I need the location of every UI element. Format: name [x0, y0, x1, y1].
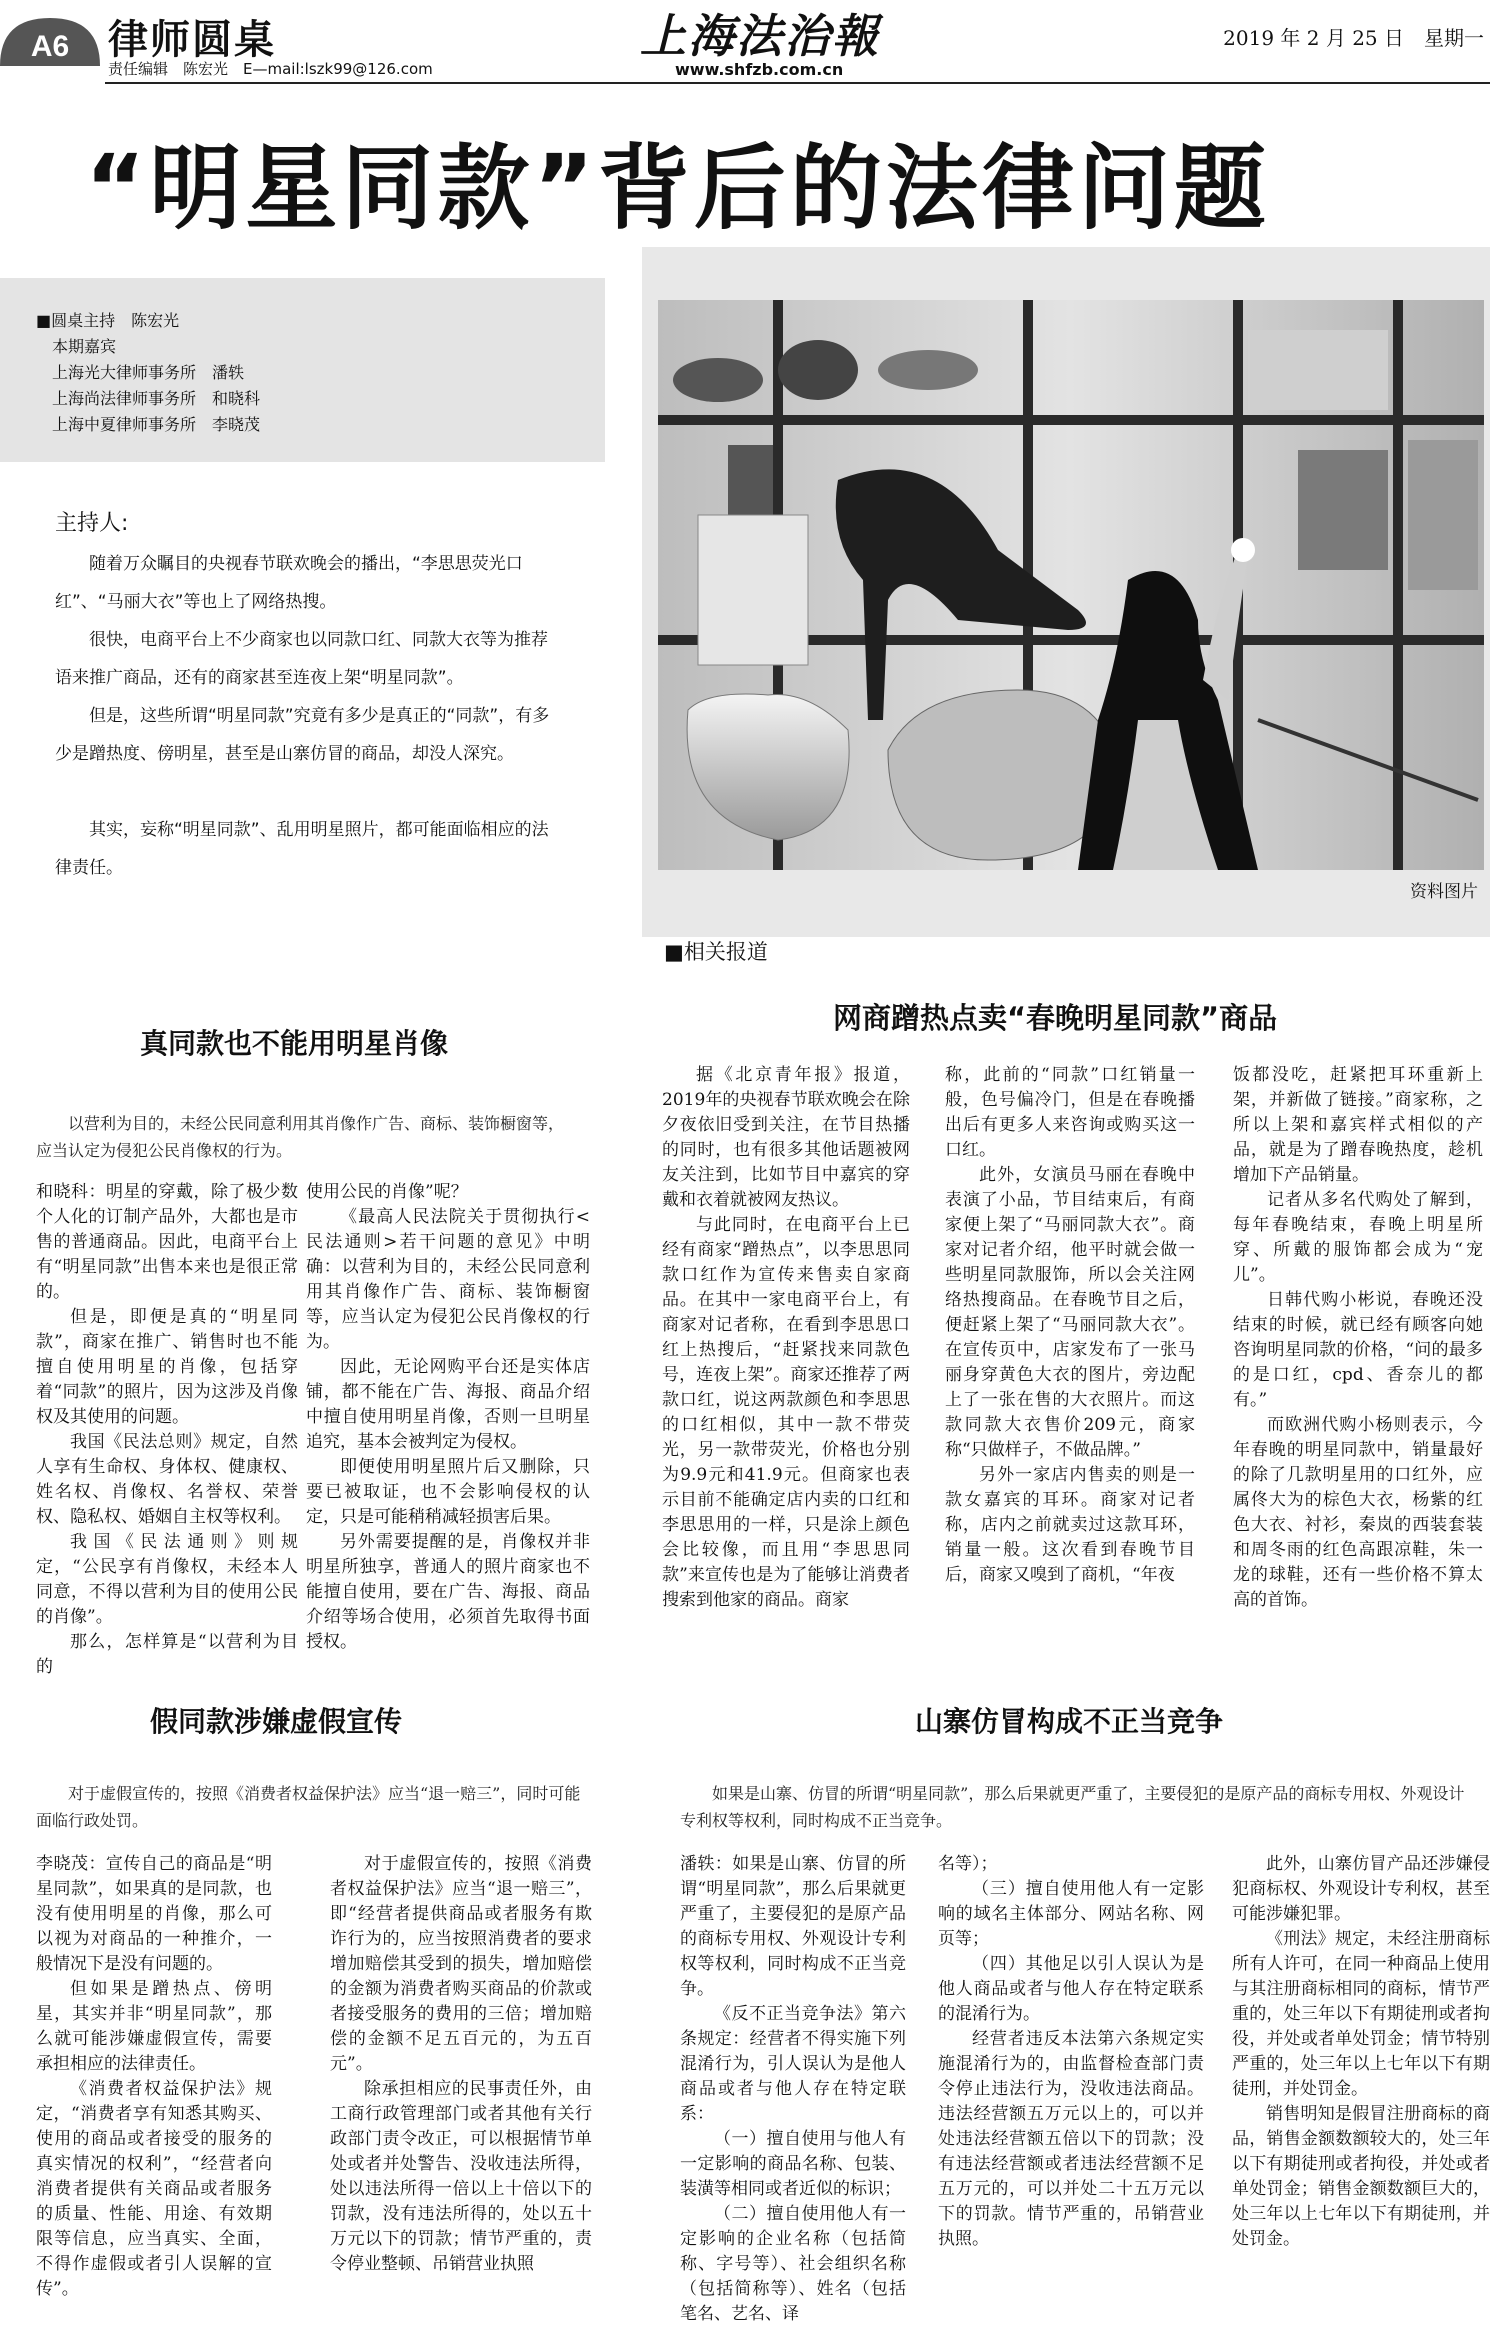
paragraph: 那么，怎样算是“以营利为目的 — [36, 1632, 298, 1677]
paragraph: 但如果是蹭热点、傍明星，其实并非“明星同款”，那么就可能涉嫌虚假宣传，需要承担相应的法律责任。 — [36, 1979, 272, 2074]
paragraph: 名等）； — [938, 1854, 998, 1874]
intro-paragraph: 其实，妄称“明星同款”、乱用明星照片，都可能面临相应的法律责任。 — [55, 820, 549, 878]
section3-column — [680, 1852, 906, 2327]
related-column — [945, 1063, 1195, 1588]
paragraph: （四）其他足以引人误认为是他人商品或者与他人存在特定联系的混淆行为。 — [938, 1954, 1204, 2024]
related-title: 网商蹭热点卖“春晚明星同款”商品 — [833, 1001, 1278, 1035]
host-line: ■圆桌主持 陈宏光 — [36, 311, 180, 330]
page-number: A6 — [30, 30, 70, 63]
section1-title: 真同款也不能用明星肖像 — [140, 1027, 449, 1060]
paragraph: 另外需要提醒的是，肖像权并非明星所独享，普通人的照片商家也不能擅自使用，要在广告、海报、商品介绍等场合使用，必须首先取得书面授权。 — [306, 1532, 590, 1652]
paragraph: 除承担相应的民事责任外，由工商行政管理部门或者其他有关行政部门责令改正，可以根据情节单处或者并处警告、没收违法所得，处以违法所得一倍以上十倍以下的罚款，没有违法所得的，处以五十万元以下的罚款；情节严重的，责令停业整顿、吊销营业执照 — [330, 2079, 592, 2274]
paragraph: 因此，无论网购平台还是实体店铺，都不能在广告、海报、商品介绍中擅自使用明星肖像，否则一旦明星追究，基本会被判定为侵权。 — [306, 1357, 590, 1452]
paragraph: 与此同时，在电商平台上已经有商家“蹭热点”，以李思思同款口红作为宣传来售卖自家商品。在其中一家电商平台上，有商家对记者称，在看到李思思口红上热搜后，“赶紧找来同款色号，连夜上架”。商家还推荐了两款口红，说这两款颜色和李思思的口红相似，其中一款不带荧光，另一款带荧光，价格也分别为9.9元和41.9元。但商家也表示目前不能确定店内卖的口红和李思思用的一样，只是涂上颜色会比较像，而且用“李思思同款”来宣传也是为了能够让消费者搜索到他家的商品。商家 — [662, 1215, 910, 1610]
paragraph: 《消费者权益保护法》规定，“消费者享有知悉其购买、使用的商品或者接受的服务的真实情况的权利”，“经营者向消费者提供有关商品或者服务的质量、性能、用途、有效期限等信息，应当真实、全面，不得作虚假或者引人误解的宣传”。 — [36, 2079, 272, 2299]
host-line: 上海光大律师事务所 潘轶 — [36, 363, 245, 382]
section2-column — [330, 1852, 592, 2277]
paragraph: 《反不正当竞争法》第六条规定：经营者不得实施下列混淆行为，引人误认为是他人商品或者与他人存在特定联系： — [680, 2004, 906, 2124]
host-box — [0, 278, 605, 462]
section2-title: 假同款涉嫌虚假宣传 — [150, 1705, 403, 1738]
issue-date: 2019 年 2 月 25 日 星期一 — [1223, 26, 1484, 50]
related-label: ■相关报道 — [664, 940, 768, 964]
feature-photo — [658, 300, 1484, 870]
host-line: 上海中夏律师事务所 李晓茂 — [36, 415, 261, 434]
page-headline: “明星同款”背后的法律问题 — [85, 135, 1270, 242]
paragraph: （二）擅自使用他人有一定影响的企业名称（包括简称、字号等）、社会组织名称（包括简称等）、姓名（包括笔名、艺名、译 — [680, 2204, 906, 2324]
section2-lead: 对于虚假宣传的，按照《消费者权益保护法》应当“退一赔三”，同时可能面临行政处罚。 — [36, 1784, 581, 1830]
paragraph: 此外，女演员马丽在春晚中表演了小品，节目结束后，有商家便上架了“马丽同款大衣”。商家对记者介绍，他平时就会做一些明星同款服饰，所以会关注网络热搜商品。在春晚节目之后，便赶紧上架了“马丽同款大衣”。在宣传页中，店家发布了一张马丽身穿黄色大衣的图片，旁边配上了一张在售的大衣照片。而这款同款大衣售价209元，商家称“只做样子，不做品牌。” — [945, 1165, 1195, 1460]
page-number-badge — [0, 10, 100, 66]
paragraph: 使用公民的肖像”呢？ — [306, 1182, 468, 1202]
paper-name: 上海法治報 — [640, 9, 880, 63]
paragraph: 我国《民法总则》规定，自然人享有生命权、身体权、健康权、姓名权、肖像权、名誉权、荣誉权、隐私权、婚姻自主权等权利。 — [36, 1432, 298, 1527]
section3-column — [938, 1852, 1204, 2252]
paragraph: （三）擅自使用他人有一定影响的域名主体部分、网站名称、网页等； — [938, 1879, 1204, 1949]
paragraph: 但是，即便是真的“明星同款”，商家在推广、销售时也不能擅自使用明星的肖像，包括穿着“同款”的照片，因为这涉及肖像权及其使用的问题。 — [36, 1307, 298, 1427]
paragraph: （一）擅自使用与他人有一定影响的商品名称、包装、装潢等相同或者近似的标识； — [680, 2129, 906, 2199]
paragraph: 据《北京青年报》报道，2019年的央视春节联欢晚会在除夕夜依旧受到关注，在节目热播的同时，也有很多其他话题被网友关注到，比如节目中嘉宾的穿戴和衣着就被网友热议。 — [662, 1065, 910, 1210]
section1-column — [306, 1180, 590, 1655]
section1-column — [36, 1180, 298, 1680]
paragraph: 我国《民法通则》则规定，“公民享有肖像权，未经本人同意，不得以营利为目的使用公民的肖像”。 — [36, 1532, 298, 1627]
section3-title: 山寨仿冒构成不正当竞争 — [915, 1705, 1224, 1738]
paragraph: 而欧洲代购小杨则表示，今年春晚的明星同款中，销量最好的除了几款明星用的口红外，应属佟大为的棕色大衣，杨紫的红色大衣、衬衫，秦岚的西装套装和周冬雨的红色高跟凉鞋，朱一龙的球鞋，还有一些价格不算太高的首饰。 — [1233, 1415, 1483, 1610]
section3-lead: 如果是山寨、仿冒的所谓“明星同款”，那么后果就更严重了，主要侵犯的是原产品的商标专用权、外观设计专利权等权利，同时构成不正当竞争。 — [680, 1784, 1465, 1830]
intro-label: 主持人: — [55, 511, 129, 536]
paragraph: 《刑法》规定，未经注册商标所有人许可，在同一种商品上使用与其注册商标相同的商标，情节严重的，处三年以下有期徒刑或者拘役，并处或者单处罚金；情节特别严重的，处三年以上七年以下有期徒刑，并处罚金。 — [1232, 1929, 1490, 2099]
related-column — [1233, 1063, 1483, 1613]
section1-lead: 以营利为目的，未经公民同意利用其肖像作广告、商标、装饰橱窗等，应当认定为侵犯公民肖像权的行为。 — [36, 1114, 565, 1160]
section2-column — [36, 1852, 272, 2302]
paragraph: 此外，山寨仿冒产品还涉嫌侵犯商标权、外观设计专利权，甚至可能涉嫌犯罪。 — [1232, 1854, 1490, 1924]
host-line: 本期嘉宾 — [36, 337, 117, 356]
paragraph: 即便使用明星照片后又删除，只要已被取证，也不会影响侵权的认定，只是可能稍稍减轻损害后果。 — [306, 1457, 590, 1527]
paragraph: 李晓茂：宣传自己的商品是“明星同款”，如果真的是同款，也没有使用明星的肖像，那么可以视为对商品的一种推介，一般情况下是没有问题的。 — [36, 1854, 272, 1974]
editor-line: 责任编辑 陈宏光 E—mail:lszk99@126.com — [108, 60, 433, 78]
intro-paragraph: 很快，电商平台上不少商家也以同款口红、同款大衣等为推荐语来推广商品，还有的商家甚至连夜上架“明星同款”。 — [55, 630, 548, 688]
paragraph: 对于虚假宣传的，按照《消费者权益保护法》应当“退一赔三”，即“经营者提供商品或者服务有欺诈行为的，应当按照消费者的要求增加赔偿其受到的损失，增加赔偿的金额为消费者购买商品的价款或者接受服务的费用的三倍；增加赔偿的金额不足五百元的，为五百元”。 — [330, 1854, 592, 2074]
host-line: 上海尚法律师事务所 和晓科 — [36, 389, 261, 408]
paragraph: 和晓科：明星的穿戴，除了极少数个人化的订制产品外，大都也是市售的普通商品。因此，电商平台上有“明星同款”出售本来也是很正常的。 — [36, 1182, 298, 1302]
related-column — [662, 1063, 910, 1613]
paragraph: 记者从多名代购处了解到，每年春晚结束，春晚上明星所穿、所戴的服饰都会成为“宠儿”。 — [1233, 1190, 1483, 1285]
photo-credit: 资料图片 — [1410, 882, 1478, 902]
paragraph: 销售明知是假冒注册商标的商品，销售金额数额较大的，处三年以下有期徒刑或者拘役，并处或者单处罚金；销售金额数额巨大的，处三年以上七年以下有期徒刑，并处罚金。 — [1232, 2104, 1490, 2249]
masthead-rule — [105, 82, 1490, 84]
section3-column — [1232, 1852, 1490, 2252]
section-name: 律师圆桌 — [108, 17, 276, 63]
paragraph: 日韩代购小彬说，春晚还没结束的时候，就已经有顾客向她咨询明星同款的价格，“问的最多的是口红，cpd、香奈儿的都有。” — [1233, 1290, 1483, 1410]
paragraph: 饭都没吃，赶紧把耳环重新上架，并新做了链接。”商家称，之所以上架和嘉宾样式相似的产品，就是为了蹭春晚热度，趁机增加下产品销量。 — [1233, 1065, 1483, 1185]
paragraph: 潘轶：如果是山寨、仿冒的所谓“明星同款”，那么后果就更严重了，主要侵犯的是原产品的商标专用权、外观设计专利权等权利，同时构成不正当竞争。 — [680, 1854, 906, 1999]
paragraph: 《最高人民法院关于贯彻执行<民法通则>若干问题的意见》中明确：以营利为目的，未经公民同意利用其肖像作广告、商标、装饰橱窗等，应当认定为侵犯公民肖像权的行为。 — [306, 1207, 590, 1352]
paragraph: 另外一家店内售卖的则是一款女嘉宾的耳环。商家对记者称，店内之前就卖过这款耳环，销量一般。这次看到春晚节目后，商家又嗅到了商机，“年夜 — [945, 1465, 1195, 1585]
intro-paragraph: 但是，这些所谓“明星同款”究竟有多少是真正的“同款”，有多少是蹭热度、傍明星，甚至是山寨仿冒的商品，却没人深究。 — [55, 706, 550, 764]
intro-paragraph: 随着万众瞩目的央视春节联欢晚会的播出，“李思思荧光口红”、“马丽大衣”等也上了网络热搜。 — [55, 554, 523, 612]
paragraph: 称，此前的“同款”口红销量一般，色号偏冷门，但是在春晚播出后有更多人来咨询或购买这一口红。 — [945, 1065, 1195, 1160]
paper-url[interactable]: www.shfzb.com.cn — [675, 60, 844, 79]
paragraph: 经营者违反本法第六条规定实施混淆行为的，由监督检查部门责令停止违法行为，没收违法商品。违法经营额五万元以上的，可以并处违法经营额五倍以下的罚款；没有违法经营额或者违法经营额不足五万元的，可以并处二十五万元以下的罚款。情节严重的，吊销营业执照。 — [938, 2029, 1204, 2249]
